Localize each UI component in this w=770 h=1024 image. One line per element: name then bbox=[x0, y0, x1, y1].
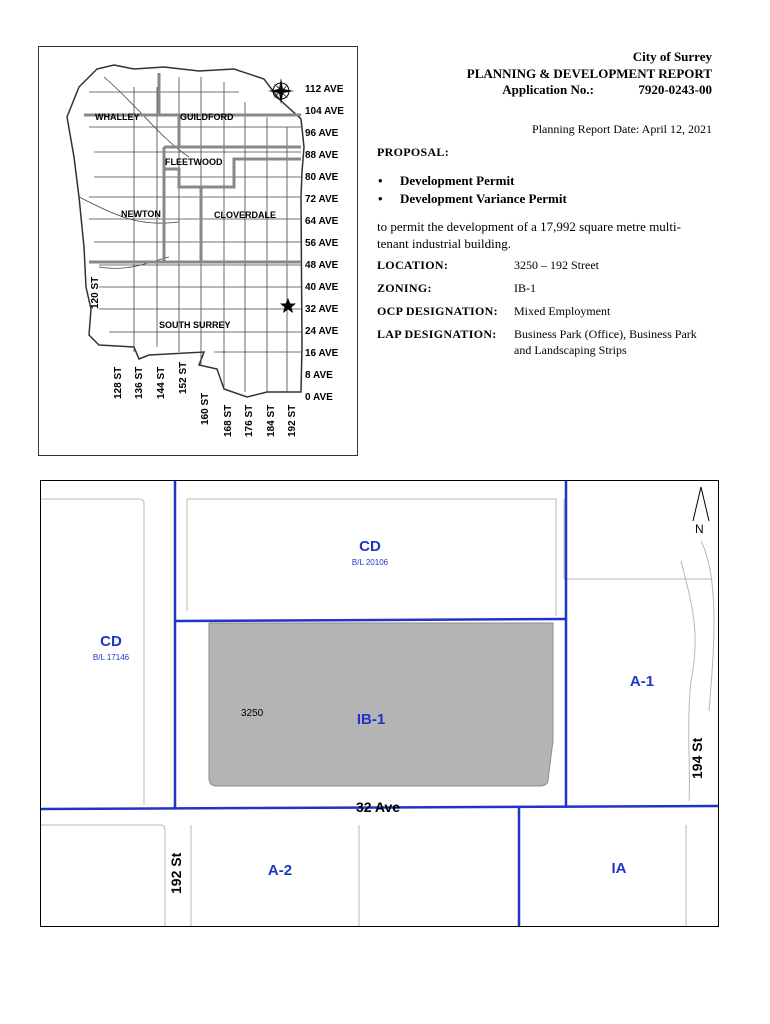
street-label-192-st: 192 St bbox=[168, 852, 184, 894]
street-label: 120 ST bbox=[90, 276, 101, 309]
zone-label-ia: IA bbox=[611, 860, 627, 877]
avenue-label: 16 AVE bbox=[305, 348, 339, 359]
street-label: 152 ST bbox=[178, 361, 189, 394]
area-label-south-surrey: SOUTH SURREY bbox=[159, 320, 231, 330]
avenue-label: 40 AVE bbox=[305, 282, 339, 293]
area-label-guildford: GUILDFORD bbox=[180, 112, 234, 122]
avenue-label: 80 AVE bbox=[305, 172, 339, 183]
proposal-description: to permit the development of a 17,992 square metre multi-tenant industrial building. bbox=[377, 219, 681, 251]
site-map bbox=[40, 480, 719, 927]
north-arrow-icon bbox=[693, 487, 709, 536]
avenue-label: 88 AVE bbox=[305, 150, 339, 161]
lap-designation-value: Business Park (Office), Business Park and Landscaping Strips bbox=[514, 327, 697, 357]
street-label: 192 ST bbox=[287, 404, 298, 437]
bullet-icon: • bbox=[378, 173, 383, 188]
application-number-row bbox=[380, 82, 712, 99]
street-label-194-st: 194 St bbox=[689, 737, 705, 779]
subject-property-ib-1 bbox=[209, 623, 553, 786]
street-label: 184 ST bbox=[266, 404, 277, 437]
street-label: 168 ST bbox=[223, 404, 234, 437]
city-name: City of Surrey bbox=[632, 49, 712, 64]
zoning-label: ZONING: bbox=[377, 281, 432, 295]
proposal-section bbox=[377, 145, 712, 252]
bylaw-label-cd-west: B/L 17146 bbox=[92, 653, 130, 662]
zone-label-cd-north: CD bbox=[359, 538, 381, 555]
zone-label-cd-west: CD bbox=[100, 633, 122, 650]
zone-label-a-2: A-2 bbox=[267, 862, 293, 879]
report-header bbox=[380, 48, 712, 99]
zone-label-a-1: A-1 bbox=[629, 673, 655, 690]
report-title: PLANNING & DEVELOPMENT REPORT bbox=[466, 66, 712, 81]
street-label: 144 ST bbox=[156, 366, 167, 399]
street-label: 160 ST bbox=[200, 392, 211, 425]
avenue-label: 56 AVE bbox=[305, 238, 339, 249]
location-label: LOCATION: bbox=[377, 258, 449, 272]
avenue-label: 72 AVE bbox=[305, 194, 339, 205]
report-date: Planning Report Date: April 12, 2021 bbox=[532, 122, 712, 136]
application-label: Application No.: bbox=[502, 82, 594, 97]
permit-item bbox=[377, 172, 712, 190]
area-label-fleetwood: FLEETWOOD bbox=[165, 157, 223, 167]
permit-label: Development Variance Permit bbox=[400, 191, 567, 206]
permit-item bbox=[377, 190, 712, 208]
location-value: 3250 – 192 Street bbox=[514, 258, 599, 272]
key-map bbox=[38, 46, 358, 456]
avenue-label: 96 AVE bbox=[305, 128, 339, 139]
application-number: 7920-0243-00 bbox=[638, 82, 712, 97]
address-label: 3250 bbox=[241, 708, 264, 719]
bylaw-label-cd-north: B/L 20106 bbox=[351, 558, 389, 567]
area-label-whalley: WHALLEY bbox=[95, 112, 140, 122]
street-label-32-ave: 32 Ave bbox=[355, 799, 401, 815]
zoning-value: IB-1 bbox=[514, 281, 536, 295]
street-label: 176 ST bbox=[244, 404, 255, 437]
key-map-graphic bbox=[39, 47, 359, 457]
area-label-cloverdale: CLOVERDALE bbox=[214, 210, 277, 220]
street-label: 136 ST bbox=[134, 366, 145, 399]
avenue-label: 64 AVE bbox=[305, 216, 339, 227]
bullet-icon: • bbox=[378, 191, 383, 206]
avenue-label: 24 AVE bbox=[305, 326, 339, 337]
ocp-designation-value: Mixed Employment bbox=[514, 304, 611, 318]
lap-designation-label: LAP DESIGNATION: bbox=[377, 327, 497, 341]
avenue-label: 112 AVE bbox=[305, 84, 344, 95]
avenue-label: 104 AVE bbox=[305, 106, 344, 117]
street-label: 128 ST bbox=[113, 366, 124, 399]
avenue-label: 8 AVE bbox=[305, 370, 333, 381]
avenue-label: 32 AVE bbox=[305, 304, 339, 315]
area-label-newton: NEWTON bbox=[121, 209, 161, 219]
zone-label-ib-1: IB-1 bbox=[356, 711, 386, 728]
ocp-designation-label: OCP DESIGNATION: bbox=[377, 304, 498, 318]
permit-label: Development Permit bbox=[400, 173, 515, 188]
site-map-graphic bbox=[41, 481, 719, 927]
north-label: N bbox=[695, 522, 704, 536]
proposal-label: PROPOSAL: bbox=[377, 145, 450, 159]
avenue-label: 0 AVE bbox=[305, 392, 333, 403]
avenue-label: 48 AVE bbox=[305, 260, 339, 271]
